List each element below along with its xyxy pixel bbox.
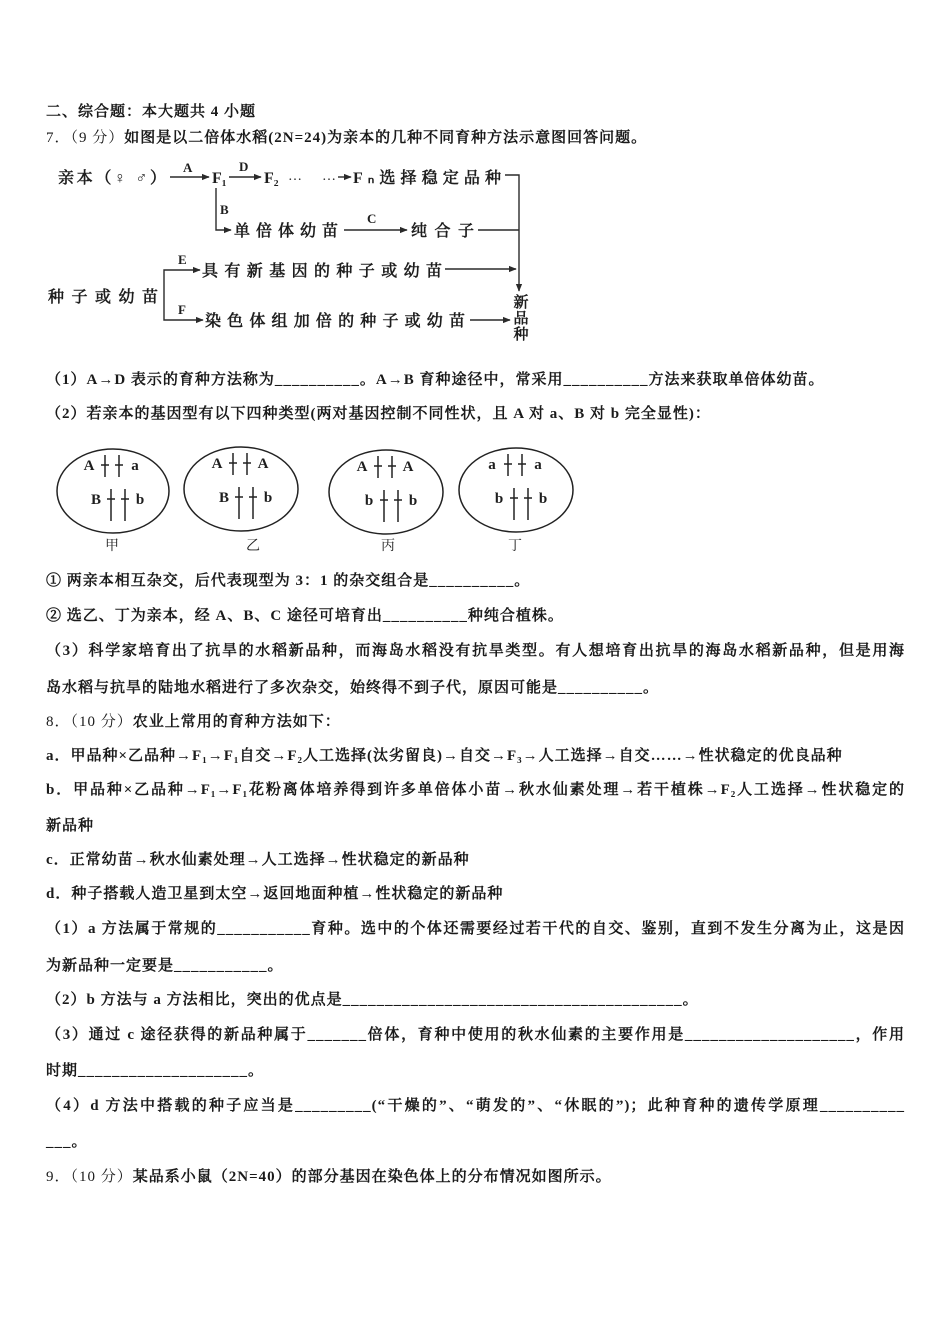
gene-label: b [135, 492, 145, 508]
gene-label: a [534, 457, 542, 473]
method-b-line-2: 新品种 [46, 818, 95, 834]
step-f-label: F [178, 302, 186, 317]
step-c-label: C [367, 211, 377, 226]
q8-sub-question-1-line-1: （1）a 方法属于常规的___________育种。选中的个体还需要经过若干代的自交、鉴别，直到不发生分离为止，这是因 [46, 921, 905, 937]
question-number: 7． [46, 130, 71, 146]
question-text: 某品系小鼠（2N=40）的部分基因在染色体上的分布情况如图所示。 [132, 1169, 612, 1185]
gene-label: A [402, 459, 414, 475]
gene-label: A [356, 459, 368, 475]
seed-or-seedling-label: 种子或幼苗 [48, 289, 158, 306]
step-a-label: A [183, 160, 193, 175]
gene-label: b [408, 493, 418, 509]
new-variety-char-1: 新 [513, 295, 529, 311]
question-text: 如图是以二倍体水稻(2N=24)为亲本的几种不同育种方法示意图回答问题。 [124, 130, 648, 146]
cell-outline [329, 450, 443, 534]
q8-sub-question-3-line-1: （3）通过 c 途径获得的新品种属于_______倍体，育种中使用的秋水仙素的主要作用是____________________，作用 [46, 1027, 905, 1043]
method-d: d．种子搭载人造卫星到太空→返回地面种植→性状稳定的新品种 [46, 886, 504, 902]
question-9-stem [46, 1167, 916, 1187]
section-heading: 二、综合题：本大题共 4 小题 [46, 104, 257, 120]
cell-label-ding: 丁 [508, 539, 522, 554]
fn-select-label: Fₙ选择稳定品种 [353, 170, 501, 187]
gene-label: b [263, 490, 273, 506]
step-e-label: E [178, 252, 187, 267]
gene-label: a [131, 458, 139, 474]
f1-label: F₁ [212, 170, 227, 187]
step-d-label: D [239, 159, 249, 174]
cell-label-bing: 丙 [381, 539, 395, 554]
genotype-cell-bing [329, 450, 443, 534]
genotype-cell-yi [184, 447, 298, 531]
new-variety-char-2: 品 [513, 311, 529, 327]
question-score: （9 分） [70, 130, 125, 146]
question-number: 8． [46, 714, 71, 730]
q8-sub-question-3-line-2: 时期____________________。 [46, 1063, 265, 1079]
question-score: （10 分） [70, 1169, 133, 1185]
homozygote-label: 纯合子 [411, 223, 474, 240]
cell-label-yi: 乙 [246, 539, 260, 554]
cell-outline [57, 449, 169, 533]
genotype-cells-figure [0, 440, 600, 560]
question-score: （10 分） [70, 714, 133, 730]
gene-label: a [488, 457, 496, 473]
q8-sub-question-1-line-2: 为新品种一定要是___________。 [46, 958, 284, 974]
question-number: 9． [46, 1169, 71, 1185]
f2-label: F₂ [264, 170, 279, 187]
method-b-line-1: b．甲品种×乙品种→F₁→F₁花粉离体培养得到许多单倍体小苗→秋水仙素处理→若干植株→F₂人工选择→性状稳定的 [46, 782, 905, 798]
haploid-seedling-label: 单倍体幼苗 [234, 223, 338, 240]
q7-sub-question-2-part-2: ② 选乙、丁为亲本，经 A、B、C 途径可培育出__________种纯合植株。 [46, 608, 564, 624]
q7-sub-question-1: （1）A→D 表示的育种方法称为__________。A→B 育种途径中，常采用__________方法来获取单倍体幼苗。 [46, 372, 825, 388]
q7-sub-question-3-line-2: 岛水稻与抗旱的陆地水稻进行了多次杂交，始终得不到子代，原因可能是__________。 [46, 680, 660, 696]
question-text: 农业上常用的育种方法如下： [132, 714, 341, 730]
q8-sub-question-4-line-2: ___。 [46, 1134, 88, 1150]
question-7-stem [46, 128, 916, 148]
breeding-diagram [40, 150, 550, 350]
cell-outline [459, 448, 573, 532]
parent-label: 亲本（♀ ♂） [58, 170, 166, 187]
gene-label: b [494, 491, 504, 507]
new-variety-char-3: 种 [513, 327, 529, 343]
connector-to-new-variety [505, 175, 519, 291]
q8-sub-question-4-line-1: （4）d 方法中搭载的种子应当是_________(“干燥的”、“萌发的”、“休眠的”)；此种育种的遗传学原理__________ [46, 1098, 905, 1114]
gene-label: B [218, 490, 230, 506]
cell-label-jia: 甲 [105, 539, 119, 554]
q7-sub-question-2: （2）若亲本的基因型有以下四种类型(两对基因控制不同性状，且 A 对 a、B 对 b 完全显性)： [46, 406, 711, 422]
cell-outline [184, 447, 298, 531]
q7-sub-question-3-line-1: （3）科学家培育出了抗旱的水稻新品种，而海岛水稻没有抗旱类型。有人想培育出抗旱的海岛水稻新品种，但是用海 [46, 643, 905, 659]
gene-label: b [538, 491, 548, 507]
new-gene-seed-label: 具有新基因的种子或幼苗 [202, 263, 442, 280]
doubled-seed-label: 染色体组加倍的种子或幼苗 [205, 313, 465, 330]
genotype-cell-jia [57, 449, 169, 533]
method-a: a．甲品种×乙品种→F₁→F₁自交→F₂人工选择(汰劣留良)→自交→F₃→人工选择→自交……→性状稳定的优良品种 [46, 748, 843, 764]
bracket-e [164, 270, 200, 296]
gene-label: B [90, 492, 102, 508]
method-c: c．正常幼苗→秋水仙素处理→人工选择→性状稳定的新品种 [46, 852, 470, 868]
q8-sub-question-2: （2）b 方法与 a 方法相比，突出的优点是________________________________________。 [46, 992, 699, 1008]
gene-label: A [257, 456, 269, 472]
gene-label: b [364, 493, 374, 509]
gene-label: A [83, 458, 95, 474]
q7-sub-question-2-part-1: ① 两亲本相互杂交，后代表现型为 3：1 的杂交组合是__________。 [46, 573, 531, 589]
ellipsis-dots: …… [288, 169, 336, 184]
step-b-label: B [220, 202, 229, 217]
gene-label: A [211, 456, 223, 472]
genotype-cell-ding [459, 448, 573, 532]
question-8-stem [46, 712, 916, 732]
